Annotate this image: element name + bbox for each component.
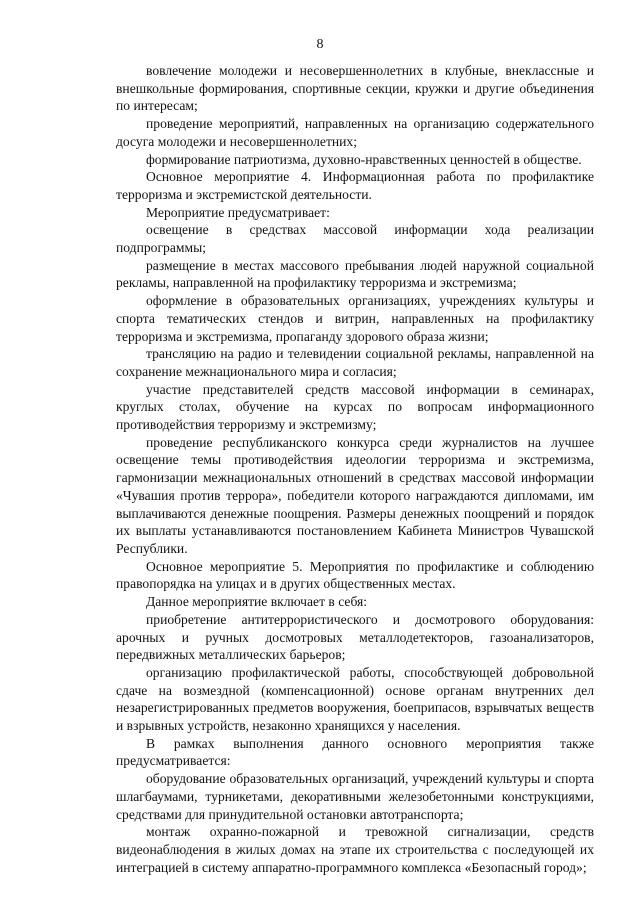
paragraph: Мероприятие предусматривает:	[146, 204, 330, 220]
paragraph: трансляцию на радио и телевидении социальной рекламы, направленной на сохранение межнационального мира и согласия;	[116, 346, 594, 379]
document-body	[116, 62, 594, 876]
paragraph: монтаж охранно-пожарной и тревожной сигнализации, средств видеонаблюдения в жилых домах на этапе их строительства с последующей их интеграцией в систему аппаратно-программного комплекса «Безопасный город»;	[116, 824, 594, 875]
paragraph: вовлечение молодежи и несовершеннолетних в клубные, внеклассные и внешкольные формирования, спортивные секции, кружки и другие объединения по интересам;	[116, 63, 594, 114]
paragraph: размещение в местах массового пребывания людей наружной социальной рекламы, направленной на профилактику терроризма и экстремизма;	[116, 257, 594, 291]
paragraph: проведение республиканского конкурса среди журналистов на лучшее освещение темы противодействия идеологии терроризма и экстремизма, гармонизации межнациональных отношений в средствах массовой информации «Чувашия против террора», победители которого награждаются дипломами, им выплачиваются денежные поощрения. Размеры денежных поощрений и порядок их выплаты устанавливаются постановлением Кабинета Министров Чувашской Республики.	[116, 434, 594, 556]
paragraph: оформление в образовательных организациях, учреждениях культуры и спорта тематических стендов и витрин, направленных на профилактику терроризма и экстремизма, пропаганду здорового образа жизни;	[116, 293, 594, 344]
paragraph: Основное мероприятие 5. Мероприятия по профилактике и соблюдению правопорядка на улицах и в других общественных местах.	[116, 558, 594, 592]
page-number: 8	[316, 37, 324, 52]
paragraph: формирование патриотизма, духовно-нравственных ценностей в обществе.	[146, 151, 582, 167]
paragraph: Основное мероприятие 4. Информационная работа по профилактике терроризма и экстремистской деятельности.	[116, 169, 594, 202]
paragraph: В рамках выполнения данного основного мероприятия также предусматривается:	[116, 735, 594, 769]
paragraph: организацию профилактической работы, способствующей добровольной сдаче на возмездной (компенсационной) основе органам внутренних дел незарегистрированных предметов вооружения, боеприпасов, взрывчатых веществ и взрывных устройств, незаконно хранящихся у населения.	[116, 664, 594, 734]
paragraph: приобретение антитеррористического и досмотрового оборудования: арочных и ручных досмотровых металлодетекторов, газоанализаторов, передвижных металлических барьеров;	[116, 611, 594, 663]
paragraph: оборудование образовательных организаций, учреждений культуры и спорта шлагбаумами, турникетами, декоративными железобетонными конструкциями, средствами для принудительной остановки автотранспорта;	[116, 771, 594, 822]
paragraph: освещение в средствах массовой информации хода реализации подпрограммы;	[116, 222, 594, 256]
paragraph: проведение мероприятий, направленных на организацию содержательного досуга молодежи и несовершеннолетних;	[116, 116, 594, 149]
paragraph: Данное мероприятие включает в себя:	[146, 594, 368, 610]
paragraph: участие представителей средств массовой информации в семинарах, круглых столах, обучение на курсах по вопросам информационного противодействия терроризму и экстремизму;	[116, 381, 594, 433]
